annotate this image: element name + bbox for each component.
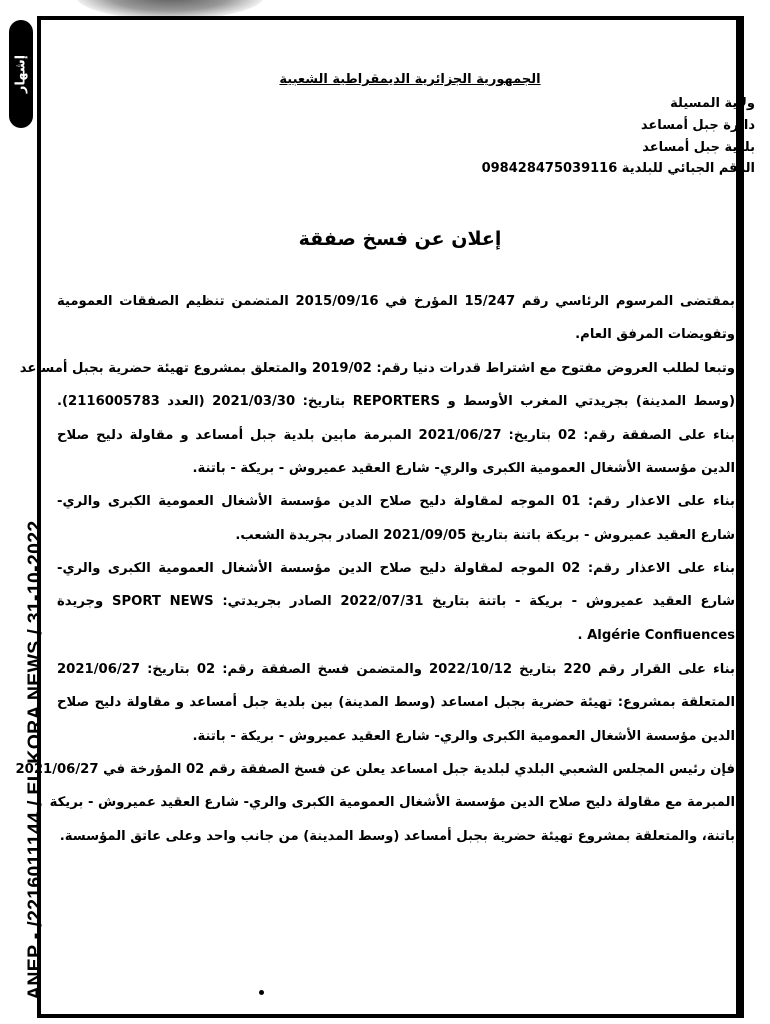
body-line: وتفويضات المرفق العام. bbox=[575, 327, 735, 342]
body-line: شارع العقيد عميروش - بريكة - باتنة بتاريخ 2022/07/31 الصادر بجريدتي: SPORT NEWS وجريدة bbox=[57, 594, 735, 609]
body-line: وتبعا لطلب العروض مفتوح مع اشتراط قدرات دنيا رقم: 2019/02 والمتعلق بمشروع تهيئة حضرية بجبل أمساعد bbox=[19, 361, 735, 376]
body-line: الدين مؤسسة الأشغال العمومية الكبرى والري- شارع العقيد عميروش - بريكة - باتنة. bbox=[192, 461, 735, 476]
body-line: الدين مؤسسة الأشغال العمومية الكبرى والري- شارع العقيد عميروش - بريكة - باتنة. bbox=[192, 729, 735, 744]
body-line: بمقتضى المرسوم الرئاسي رقم 15/247 المؤرخ في 2015/09/16 المتضمن تنظيم الصفقات العمومية bbox=[57, 294, 735, 309]
tax-id: الرقم الجبائي للبلدية 098428475039116 bbox=[481, 161, 755, 176]
body-line: المتعلقة بمشروع: تهيئة حضرية بجبل امساعد (وسط المدينة) بين بلدية جبل أمساعد و مقاولة دليح صلاح bbox=[57, 695, 735, 710]
body-line: Algérie Confiuences . bbox=[577, 628, 735, 643]
body-line: فإن رئيس المجلس الشعبي البلدي لبلدية جبل امساعد يعلن عن فسخ الصفقة رقم 02 المؤرخة في 2021/06/27 bbox=[15, 762, 735, 777]
body-line: بناء على الصفقة رقم: 02 بتاريخ: 2021/06/27 المبرمة مابين بلدية جبل أمساعد و مقاولة دليح صلاح bbox=[57, 428, 735, 443]
body-line: المبرمة مع مقاولة دليح صلاح الدين مؤسسة الأشغال العمومية الكبرى والري- شارع العقيد عميروش - بريكة bbox=[49, 795, 735, 810]
advertisement-tab-label: إشهار bbox=[13, 54, 29, 94]
wilaya-label: ولاية المسيلة bbox=[670, 96, 755, 111]
body-line: شارع العقيد عميروش - بريكة باتنة بتاريخ 2021/09/05 الصادر بجريدة الشعب. bbox=[235, 528, 735, 543]
commune-label: بلدية جبل أمساعد bbox=[642, 140, 755, 155]
body-line: (وسط المدينة) بجريدتي المغرب الأوسط و REPORTERS بتاريخ: 2021/03/30 (العدد 2116005783). bbox=[57, 394, 735, 409]
republic-heading: الجمهورية الجزائرية الديمقراطية الشعبية bbox=[279, 72, 541, 87]
body-line: بناء على الاعذار رقم: 02 الموجه لمقاولة دليح صلاح الدين مؤسسة الأشغال العمومية الكبرى والري- bbox=[57, 561, 735, 576]
body-line: باتنة، والمتعلقة بمشروع تهيئة حضرية بجبل أمساعد (وسط المدينة) من جانب واحد وعلى عاتق المؤسسة. bbox=[59, 829, 735, 844]
notice-title: إعلان عن فسخ صفقة bbox=[298, 228, 502, 250]
ink-dot bbox=[259, 990, 264, 995]
publication-reference: ANEP - /2216011144 / EL KORA NEWS / 31-10-2022 bbox=[24, 520, 46, 1000]
daira-label: دائرة جبل أمساعد bbox=[640, 118, 755, 133]
body-line: بناء على القرار رقم 220 بتاريخ 2022/10/12 والمتضمن فسخ الصفقة رقم: 02 بتاريخ: 2021/06/27 bbox=[57, 662, 735, 677]
body-line: بناء على الاعذار رقم: 01 الموجه لمقاولة دليح صلاح الدين مؤسسة الأشغال العمومية الكبرى والري- bbox=[57, 494, 735, 509]
